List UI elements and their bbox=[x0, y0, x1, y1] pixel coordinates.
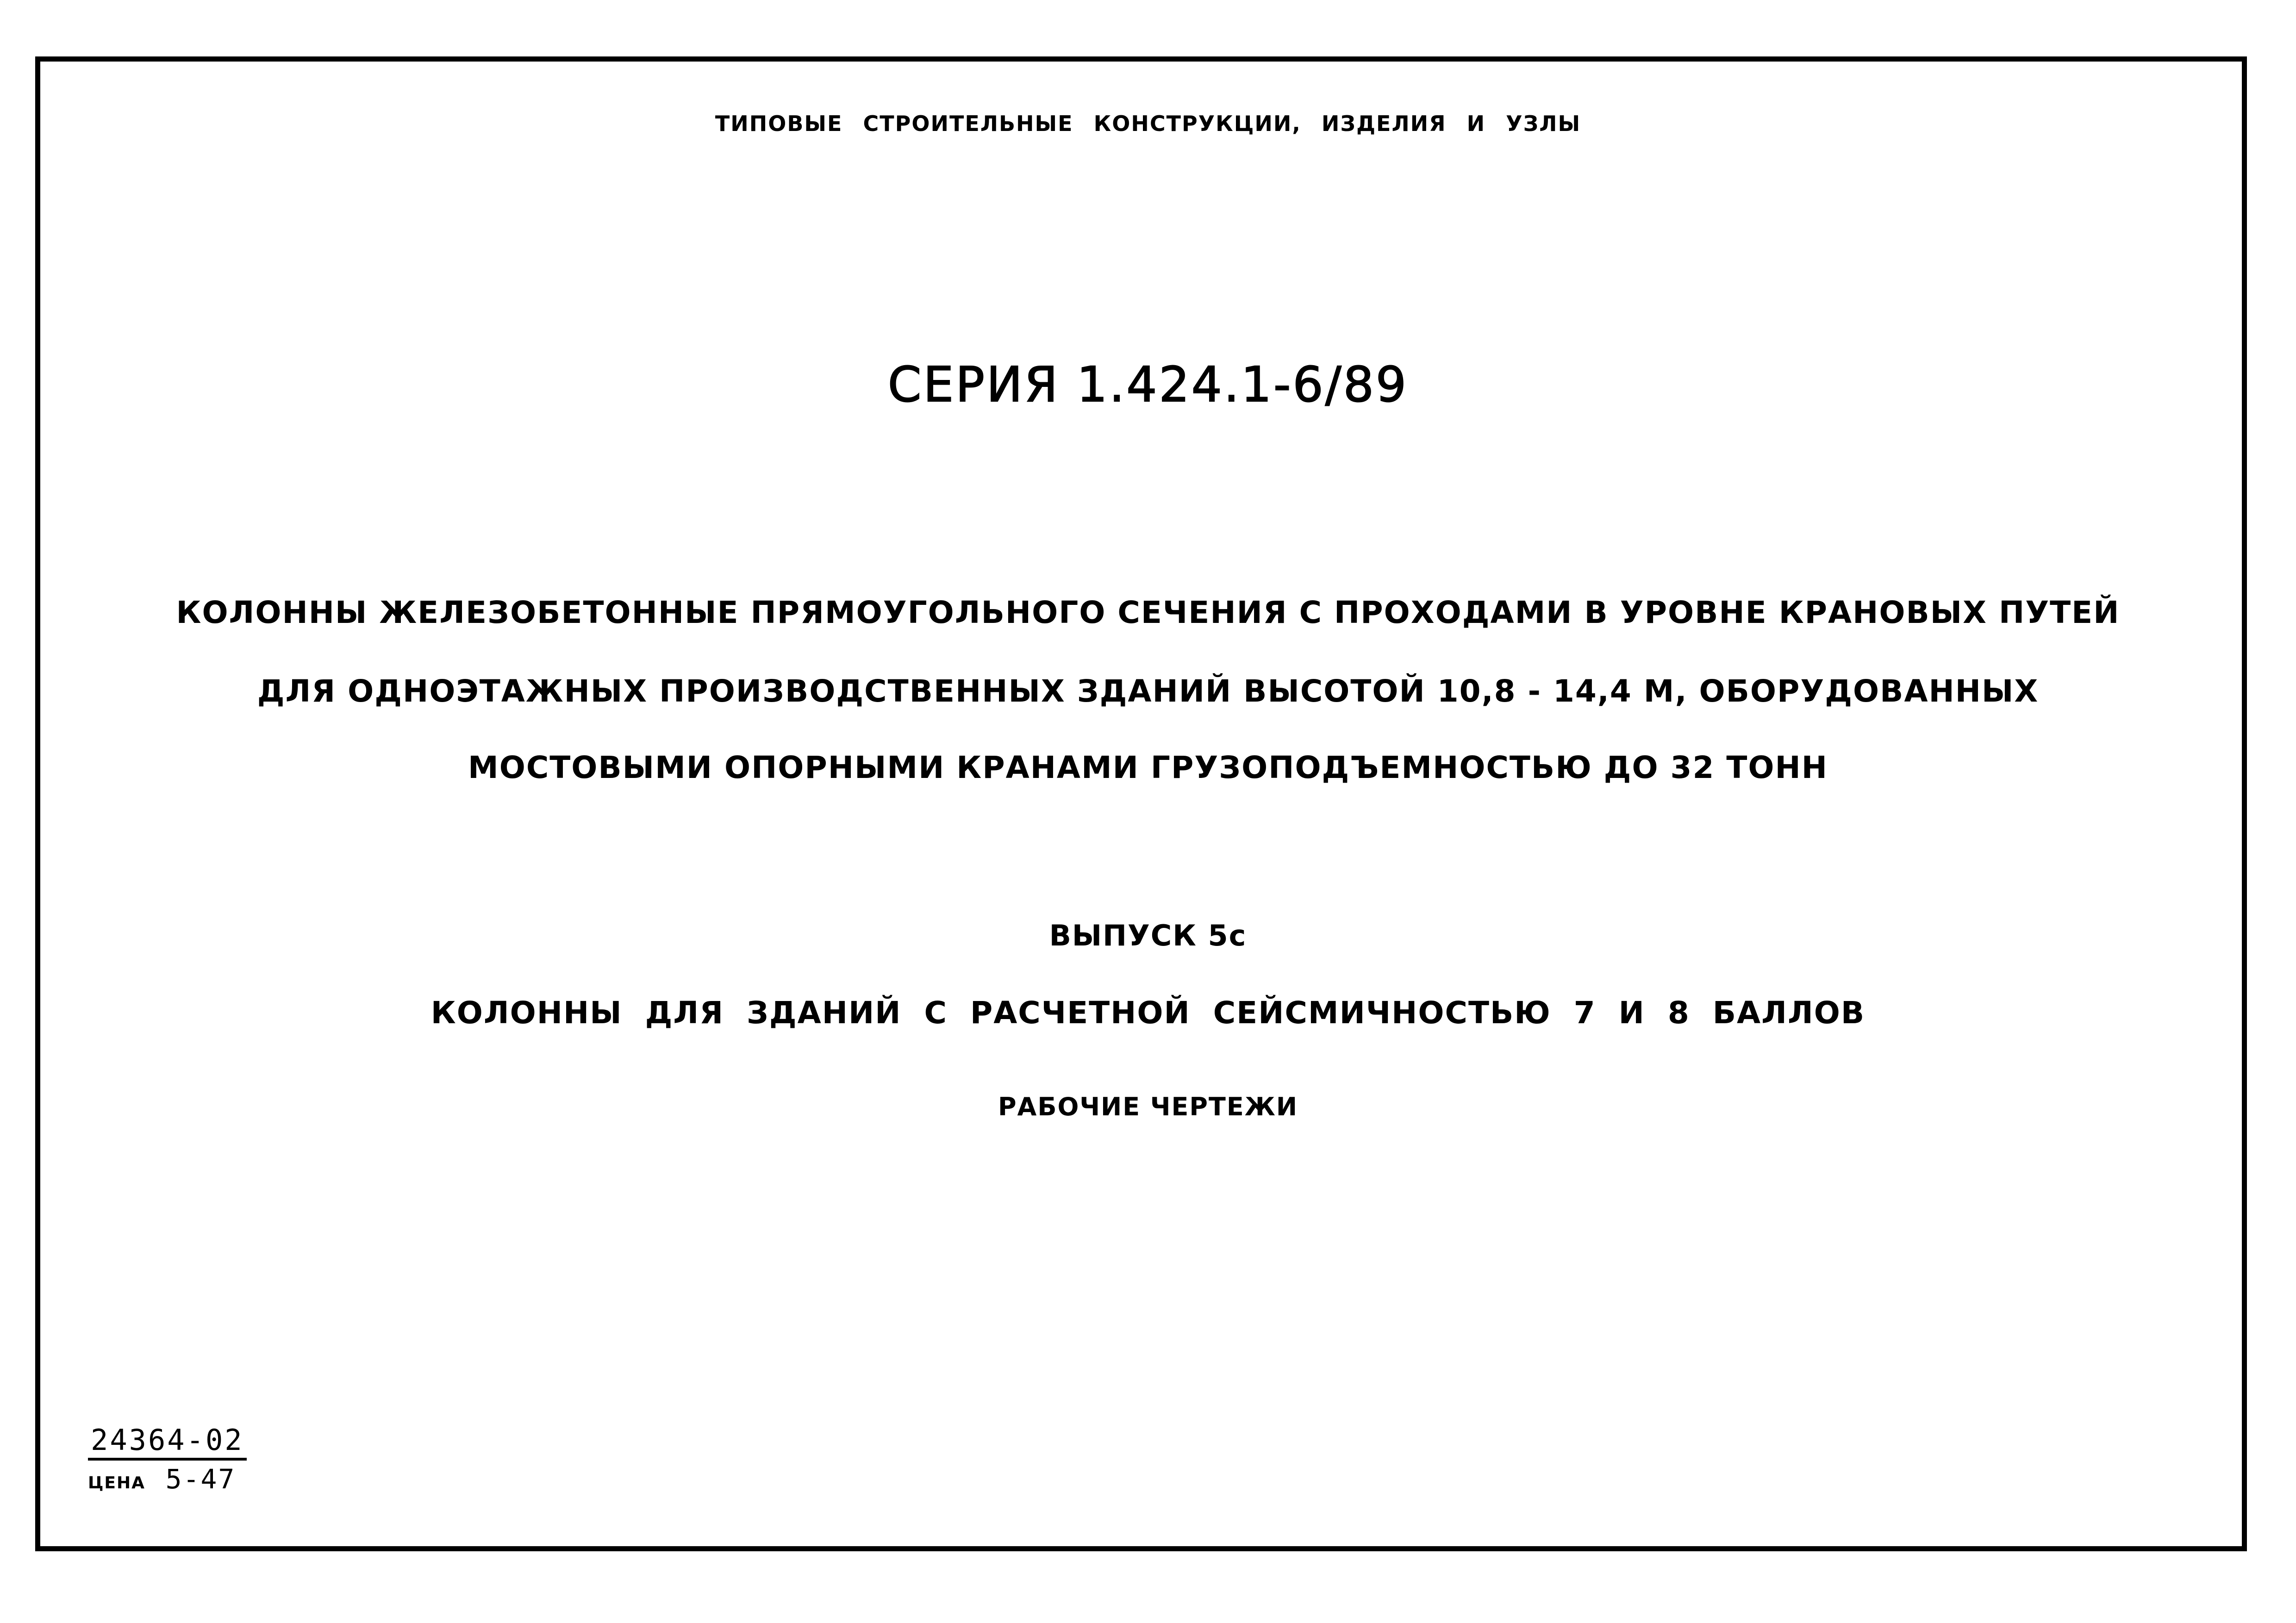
issue-label: ВЫПУСК 5с bbox=[1049, 919, 1247, 952]
document-title-line-1: КОЛОННЫ ЖЕЛЕЗОБЕТОННЫЕ ПРЯМОУГОЛЬНОГО СЕЧЕНИЯ С ПРОХОДАМИ В УРОВНЕ КРАНОВЫХ ПУТЕЙ bbox=[176, 595, 2120, 630]
collection-header: ТИПОВЫЕ СТРОИТЕЛЬНЫЕ КОНСТРУКЦИИ, ИЗДЕЛИЯ И УЗЛЫ bbox=[715, 111, 1581, 136]
price-row bbox=[88, 1461, 247, 1495]
price-label: ЦЕНА bbox=[88, 1474, 145, 1492]
inventory-stamp bbox=[88, 1423, 247, 1495]
document-title-line-3: МОСТОВЫМИ ОПОРНЫМИ КРАНАМИ ГРУЗОПОДЪЕМНОСТЬЮ ДО 32 ТОНН bbox=[468, 750, 1828, 785]
working-drawings-label: РАБОЧИЕ ЧЕРТЕЖИ bbox=[998, 1092, 1298, 1121]
inventory-number: 24364-02 bbox=[88, 1423, 247, 1461]
sheet-frame bbox=[35, 56, 2247, 1551]
series-title: СЕРИЯ 1.424.1-6/89 bbox=[887, 356, 1409, 413]
price-value: 5-47 bbox=[165, 1463, 236, 1495]
issue-subtitle: КОЛОННЫ ДЛЯ ЗДАНИЙ С РАСЧЕТНОЙ СЕЙСМИЧНОСТЬЮ 7 И 8 БАЛЛОВ bbox=[430, 995, 1866, 1031]
document-title-line-2: ДЛЯ ОДНОЭТАЖНЫХ ПРОИЗВОДСТВЕННЫХ ЗДАНИЙ ВЫСОТОЙ 10,8 - 14,4 М, ОБОРУДОВАННЫХ bbox=[257, 673, 2039, 709]
